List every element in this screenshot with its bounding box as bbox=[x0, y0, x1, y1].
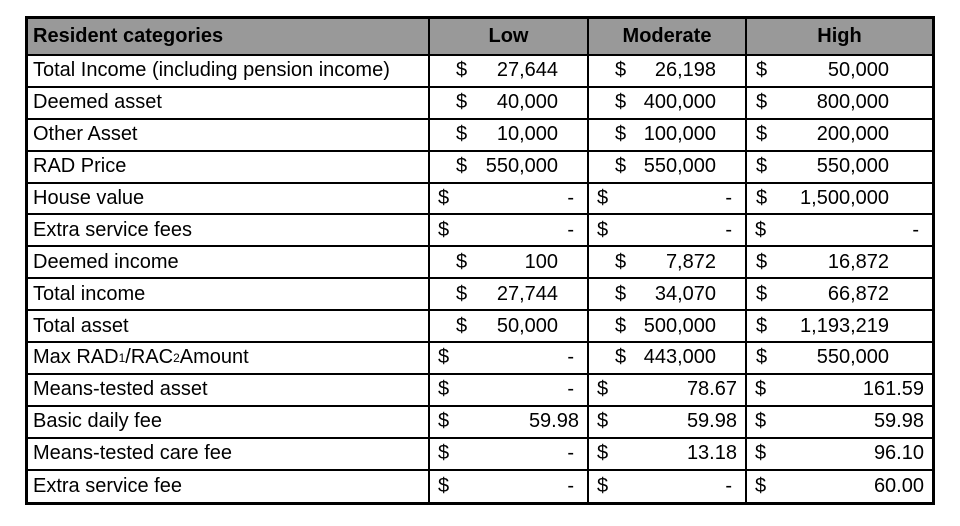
cell-moderate bbox=[589, 120, 747, 150]
cell-moderate bbox=[589, 311, 747, 341]
currency-symbol: $ bbox=[438, 442, 450, 465]
cell-moderate bbox=[589, 343, 747, 373]
currency-symbol: $ bbox=[756, 59, 768, 82]
cell-low bbox=[430, 375, 589, 405]
cell-low bbox=[430, 343, 589, 373]
currency-symbol: $ bbox=[755, 410, 767, 433]
cell-value: 66,872 bbox=[827, 282, 889, 305]
currency-symbol: $ bbox=[615, 91, 627, 114]
cell-value: - bbox=[567, 378, 574, 401]
cell-value: 100 bbox=[524, 250, 558, 273]
row-label: Deemed income bbox=[28, 247, 430, 277]
cell-high bbox=[747, 407, 932, 437]
currency-symbol: $ bbox=[615, 123, 627, 146]
cell-value: - bbox=[567, 187, 574, 209]
currency-symbol: $ bbox=[597, 475, 609, 498]
header-resident-categories: Resident categories bbox=[28, 19, 430, 54]
cell-value: - bbox=[725, 187, 732, 209]
currency-symbol: $ bbox=[756, 314, 768, 337]
table-row bbox=[28, 247, 932, 279]
cell-value: 59.98 bbox=[686, 410, 737, 433]
cell-value: 200,000 bbox=[816, 123, 889, 146]
cell-moderate bbox=[589, 471, 747, 503]
cell-low bbox=[430, 184, 589, 214]
cell-high bbox=[747, 152, 932, 182]
currency-symbol: $ bbox=[756, 187, 768, 209]
row-label: Total asset bbox=[28, 311, 430, 341]
table-row bbox=[28, 152, 932, 184]
currency-symbol: $ bbox=[615, 346, 627, 369]
cell-value: - bbox=[567, 442, 574, 465]
row-label: Total income bbox=[28, 279, 430, 309]
currency-symbol: $ bbox=[438, 475, 450, 498]
currency-symbol: $ bbox=[438, 218, 450, 241]
currency-symbol: $ bbox=[615, 314, 627, 337]
cell-value: 59.98 bbox=[528, 410, 579, 433]
currency-symbol: $ bbox=[756, 250, 768, 273]
cell-high bbox=[747, 215, 932, 245]
cell-low bbox=[430, 152, 589, 182]
cell-value: 550,000 bbox=[816, 155, 889, 178]
row-label: Means-tested care fee bbox=[28, 439, 430, 469]
cell-value: 59.98 bbox=[873, 410, 924, 433]
cell-low bbox=[430, 56, 589, 86]
cell-value: 50,000 bbox=[496, 314, 558, 337]
currency-symbol: $ bbox=[438, 346, 450, 369]
cell-high bbox=[747, 184, 932, 214]
table-row bbox=[28, 439, 932, 471]
cell-value: - bbox=[725, 218, 732, 241]
table-row bbox=[28, 184, 932, 216]
currency-symbol: $ bbox=[456, 59, 468, 82]
cell-moderate bbox=[589, 247, 747, 277]
cell-value: 1,193,219 bbox=[800, 314, 889, 337]
cell-value: 16,872 bbox=[827, 250, 889, 273]
currency-symbol: $ bbox=[615, 155, 627, 178]
label-text: /RAC bbox=[125, 346, 174, 369]
cell-value: 34,070 bbox=[654, 282, 716, 305]
header-moderate: Moderate bbox=[589, 19, 747, 54]
table-row bbox=[28, 88, 932, 120]
cell-value: 27,644 bbox=[496, 59, 558, 82]
cell-value: 27,744 bbox=[496, 282, 558, 305]
cell-high bbox=[747, 343, 932, 373]
label-text: Max RAD bbox=[33, 346, 119, 369]
resident-categories-table bbox=[25, 16, 935, 505]
currency-symbol: $ bbox=[755, 442, 767, 465]
cell-low bbox=[430, 215, 589, 245]
currency-symbol: $ bbox=[438, 378, 450, 401]
cell-value: 400,000 bbox=[643, 91, 716, 114]
currency-symbol: $ bbox=[597, 218, 609, 241]
cell-moderate bbox=[589, 407, 747, 437]
cell-value: 7,872 bbox=[665, 250, 716, 273]
cell-high bbox=[747, 88, 932, 118]
cell-moderate bbox=[589, 215, 747, 245]
currency-symbol: $ bbox=[756, 346, 768, 369]
currency-symbol: $ bbox=[438, 187, 450, 209]
cell-high bbox=[747, 247, 932, 277]
table-row bbox=[28, 471, 932, 503]
cell-low bbox=[430, 407, 589, 437]
cell-value: 100,000 bbox=[643, 123, 716, 146]
cell-value: 26,198 bbox=[654, 59, 716, 82]
cell-moderate bbox=[589, 56, 747, 86]
cell-low bbox=[430, 471, 589, 503]
cell-moderate bbox=[589, 375, 747, 405]
cell-high bbox=[747, 120, 932, 150]
header-high: High bbox=[747, 19, 932, 54]
cell-value: 550,000 bbox=[485, 155, 558, 178]
cell-value: 161.59 bbox=[862, 378, 924, 401]
cell-value: 96.10 bbox=[873, 442, 924, 465]
cell-value: - bbox=[725, 475, 732, 498]
row-label: Deemed asset bbox=[28, 88, 430, 118]
currency-symbol: $ bbox=[615, 59, 627, 82]
cell-value: 550,000 bbox=[643, 155, 716, 178]
header-low: Low bbox=[430, 19, 589, 54]
row-label: RAD Price bbox=[28, 152, 430, 182]
currency-symbol: $ bbox=[597, 442, 609, 465]
cell-low bbox=[430, 279, 589, 309]
cell-value: 50,000 bbox=[827, 59, 889, 82]
table-row bbox=[28, 407, 932, 439]
currency-symbol: $ bbox=[456, 123, 468, 146]
row-label: House value bbox=[28, 184, 430, 214]
cell-high bbox=[747, 471, 932, 503]
cell-value: 13.18 bbox=[686, 442, 737, 465]
currency-symbol: $ bbox=[438, 410, 450, 433]
currency-symbol: $ bbox=[597, 187, 609, 209]
table-row bbox=[28, 279, 932, 311]
cell-value: - bbox=[567, 346, 574, 369]
cell-value: 500,000 bbox=[643, 314, 716, 337]
cell-high bbox=[747, 279, 932, 309]
cell-moderate bbox=[589, 279, 747, 309]
label-text: Amount bbox=[179, 346, 249, 369]
cell-value: - bbox=[567, 475, 574, 498]
currency-symbol: $ bbox=[456, 91, 468, 114]
currency-symbol: $ bbox=[756, 155, 768, 178]
row-label: Means-tested asset bbox=[28, 375, 430, 405]
table-row bbox=[28, 375, 932, 407]
currency-symbol: $ bbox=[755, 218, 767, 241]
currency-symbol: $ bbox=[615, 282, 627, 305]
cell-value: 10,000 bbox=[496, 123, 558, 146]
currency-symbol: $ bbox=[456, 250, 468, 273]
currency-symbol: $ bbox=[756, 282, 768, 305]
currency-symbol: $ bbox=[755, 378, 767, 401]
cell-high bbox=[747, 311, 932, 341]
currency-symbol: $ bbox=[756, 123, 768, 146]
cell-moderate bbox=[589, 184, 747, 214]
cell-low bbox=[430, 120, 589, 150]
cell-value: 800,000 bbox=[816, 91, 889, 114]
cell-value: 78.67 bbox=[686, 378, 737, 401]
currency-symbol: $ bbox=[756, 91, 768, 114]
table-row bbox=[28, 343, 932, 375]
cell-value: - bbox=[912, 218, 919, 241]
cell-moderate bbox=[589, 439, 747, 469]
table-row bbox=[28, 311, 932, 343]
row-label: Extra service fees bbox=[28, 215, 430, 245]
cell-high bbox=[747, 439, 932, 469]
row-label: Extra service fee bbox=[28, 471, 430, 503]
cell-high bbox=[747, 56, 932, 86]
cell-value: 60.00 bbox=[873, 475, 924, 498]
currency-symbol: $ bbox=[597, 378, 609, 401]
cell-low bbox=[430, 247, 589, 277]
cell-value: - bbox=[567, 218, 574, 241]
cell-low bbox=[430, 311, 589, 341]
table-body bbox=[28, 56, 932, 502]
row-label: Total Income (including pension income) bbox=[28, 56, 430, 86]
currency-symbol: $ bbox=[456, 282, 468, 305]
row-label: Max RAD 1 /RAC 2 Amount bbox=[28, 343, 430, 373]
table-header-row bbox=[28, 19, 932, 56]
row-label: Basic daily fee bbox=[28, 407, 430, 437]
cell-high bbox=[747, 375, 932, 405]
currency-symbol: $ bbox=[456, 155, 468, 178]
cell-value: 550,000 bbox=[816, 346, 889, 369]
table-row bbox=[28, 120, 932, 152]
cell-value: 443,000 bbox=[643, 346, 716, 369]
currency-symbol: $ bbox=[755, 475, 767, 498]
currency-symbol: $ bbox=[456, 314, 468, 337]
cell-low bbox=[430, 88, 589, 118]
cell-value: 40,000 bbox=[496, 91, 558, 114]
cell-moderate bbox=[589, 152, 747, 182]
cell-value: 1,500,000 bbox=[800, 187, 889, 209]
currency-symbol: $ bbox=[597, 410, 609, 433]
table-row bbox=[28, 56, 932, 88]
cell-moderate bbox=[589, 88, 747, 118]
currency-symbol: $ bbox=[615, 250, 627, 273]
row-label: Other Asset bbox=[28, 120, 430, 150]
table-row bbox=[28, 215, 932, 247]
cell-low bbox=[430, 439, 589, 469]
